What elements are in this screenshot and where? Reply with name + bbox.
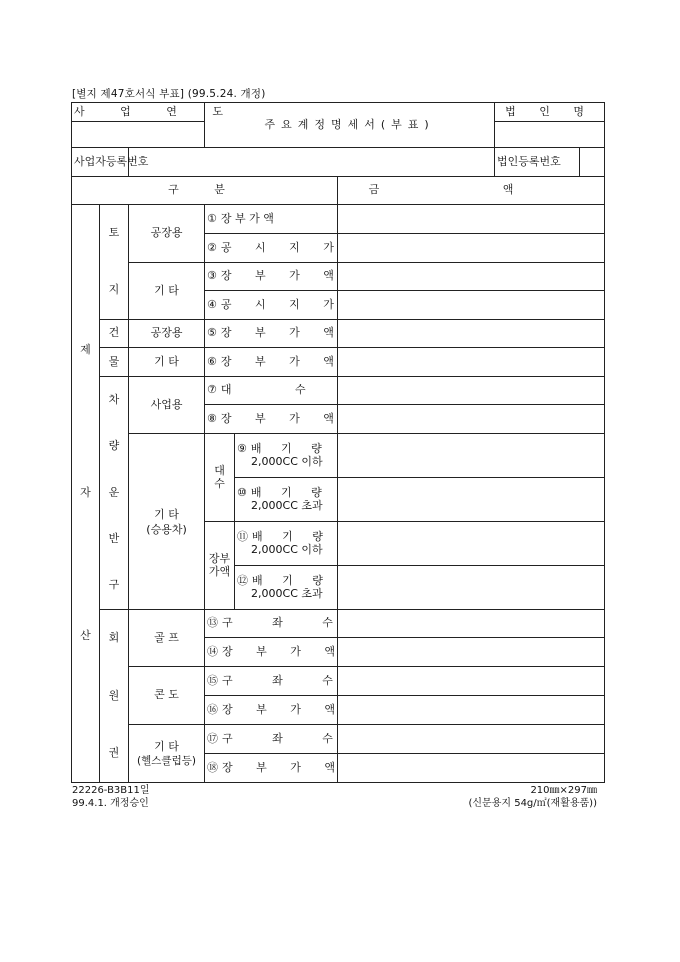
item-label: 배 기 량 xyxy=(252,529,331,543)
business-year-field[interactable] xyxy=(72,122,205,148)
amount-cell[interactable] xyxy=(338,667,605,696)
corp-name-field[interactable] xyxy=(495,122,605,148)
biz-reg-no-field[interactable] xyxy=(129,148,495,177)
item-label: 장 부 가 액 xyxy=(220,269,344,283)
amount-cell[interactable] xyxy=(338,434,605,478)
item-label: 장 부 가 액 xyxy=(222,760,346,774)
item-sub: 2,000CC 초과 xyxy=(251,498,323,512)
item-sub: 2,000CC 이하 xyxy=(251,542,323,556)
item-label: 장 부 가 액 xyxy=(222,644,346,658)
vehicle-char: 운 xyxy=(108,485,120,499)
item-label: 장 부 가 액 xyxy=(220,354,344,368)
item-label: 공 시 지 가 xyxy=(220,240,344,254)
membership-other-label: 기 타 xyxy=(154,739,179,753)
item-label: 장 부 가 액 xyxy=(220,326,344,340)
item-label: 배 기 량 xyxy=(252,573,331,587)
item-label: 배 기 량 xyxy=(250,485,330,499)
group-char: 제 xyxy=(80,343,91,357)
building-factory-label: 공장용 xyxy=(129,320,205,348)
amount-cell[interactable] xyxy=(338,638,605,667)
item-label: 구 좌 수 xyxy=(222,673,351,687)
vehicle-char: 차 xyxy=(108,392,120,406)
item-label: 구 좌 수 xyxy=(222,731,351,745)
land-factory-label: 공장용 xyxy=(129,205,205,263)
vehicle-business-label: 사업용 xyxy=(129,377,205,434)
paper-size: 210㎜×297㎜ xyxy=(530,785,597,796)
corp-name-label: 법 인 명 xyxy=(495,103,605,122)
building-char: 건 xyxy=(100,320,129,348)
group-char: 산 xyxy=(80,629,91,643)
vehicle-char: 구 xyxy=(108,578,120,592)
item-label: 구 좌 수 xyxy=(222,616,351,630)
membership-char: 원 xyxy=(108,688,120,702)
item-label: 대 수 xyxy=(220,383,336,397)
business-year-label: 사 업 연 도 xyxy=(72,103,205,122)
amount-cell[interactable] xyxy=(338,234,605,263)
amount-cell[interactable] xyxy=(338,522,605,566)
book-value-label: 장부 가액 xyxy=(208,551,231,578)
amount-cell[interactable] xyxy=(338,566,605,610)
amount-cell[interactable] xyxy=(338,696,605,725)
amount-cell[interactable] xyxy=(338,754,605,783)
membership-char: 회 xyxy=(108,631,120,645)
vehicle-char: 반 xyxy=(108,532,120,546)
amount-cell[interactable] xyxy=(338,320,605,348)
category-header: 구 분 xyxy=(72,177,338,205)
building-other-label: 기 타 xyxy=(129,348,205,377)
amount-cell[interactable] xyxy=(338,478,605,522)
item-label: 공 시 지 가 xyxy=(220,297,344,311)
land-char: 토 xyxy=(108,226,120,240)
item-label: 장 부 가 액 xyxy=(220,211,274,225)
vehicle-other-sub: (승용차) xyxy=(146,522,187,536)
form-title: 주요계정명세서(부표) xyxy=(205,103,495,148)
amount-header: 금 액 xyxy=(338,177,605,205)
item-sub: 2,000CC 초과 xyxy=(251,586,323,600)
amount-cell[interactable] xyxy=(338,263,605,291)
amount-cell[interactable] xyxy=(338,291,605,320)
condo-label: 콘 도 xyxy=(129,667,205,725)
corp-reg-no-label: 법인등록번호 xyxy=(495,148,580,176)
main-form-table: 사 업 연 도 주요계정명세서(부표) 법 인 명 사업자등록번호 법인등록번호 구 분 금 액 제 자 산 토 지 공장용 ① 장 부 가 액 ② 공 시 지 가 기 타 ③ 장 부 가 액 ④ 공 시 지 가 건 공장용 ⑤ 장 부 가 액 물 기 타 ⑥ 장 부 가 액 차 량 운 반 구 사업용 ⑦ 대 수 ⑧ 장 부 가 액 기 타 (승용차) 대 수 ⑨ 배 기 량 2,000CC 이하 ⑩ 배 기 량 2,000CC 초과 장부 가액 ⑪ 배 기 량 2,000CC 이하 ⑫ 배 기 량 2,000CC 초과 회 원 권 골 프 ⑬ 구 좌 수 ⑭ 장 부 가 액 콘 도 ⑮ 구 좌 수 ⑯ 장 부 가 액 기 타 (헬스클럽등) ⑰ 구 좌 수 ⑱ 장 부 가 액 xyxy=(71,102,605,783)
golf-label: 골 프 xyxy=(129,610,205,667)
biz-reg-no-label: 사업자등록번호 xyxy=(72,148,129,177)
count-label: 대 수 xyxy=(214,463,225,490)
item-label: 장 부 가 액 xyxy=(222,702,346,716)
membership-other-sub: (헬스클럽등) xyxy=(137,754,196,767)
amount-cell[interactable] xyxy=(338,348,605,377)
membership-char: 권 xyxy=(108,746,120,759)
item-label: 배 기 량 xyxy=(250,441,330,455)
paper-type: (신문용지 54g/㎡(재활용품)) xyxy=(468,797,597,809)
amount-cell[interactable] xyxy=(338,205,605,234)
group-char: 자 xyxy=(80,486,91,500)
amount-cell[interactable] xyxy=(338,377,605,405)
amount-cell[interactable] xyxy=(338,725,605,754)
amount-cell[interactable] xyxy=(338,405,605,434)
form-header: [별지 제47호서식 부표] (99.5.24. 개정) xyxy=(72,88,266,100)
land-other-label: 기 타 xyxy=(129,263,205,320)
vehicle-char: 량 xyxy=(108,439,120,453)
item-sub: 2,000CC 이하 xyxy=(251,454,323,468)
item-label: 장 부 가 액 xyxy=(220,411,344,425)
vehicle-other-label: 기 타 xyxy=(154,507,179,521)
building-char: 물 xyxy=(100,348,129,377)
form-code: 22226-B3B11일 xyxy=(72,785,150,796)
land-char: 지 xyxy=(108,283,120,297)
amount-cell[interactable] xyxy=(338,610,605,638)
corp-reg-no-field[interactable] xyxy=(580,148,604,176)
approval-note: 99.4.1. 개정승인 xyxy=(72,797,149,809)
